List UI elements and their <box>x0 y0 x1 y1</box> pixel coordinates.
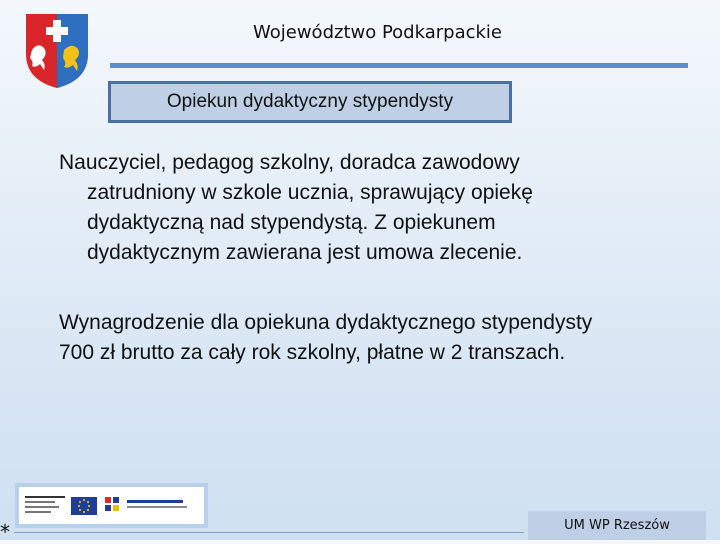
definition-line-1: Nauczyciel, pedagog szkolny, doradca zawodowy <box>59 151 520 174</box>
slide-title: Opiekun dydaktyczny stypendysty <box>166 91 454 112</box>
definition-paragraph <box>59 148 699 268</box>
footer-office-label: UM WP Rzeszów <box>528 511 706 540</box>
remuneration-line-2: 700 zł brutto za cały rok szkolny, płatne w 2 transzach. <box>59 341 566 364</box>
human-capital-logo-lettering <box>127 497 187 515</box>
organization-title: Województwo Podkarpackie <box>253 22 502 43</box>
definition-line-4: dydaktycznym zawierana jest umowa zlecenie. <box>87 241 523 264</box>
definition-line-2: zatrudniony w szkole ucznia, sprawujący opiekę <box>87 181 533 204</box>
human-capital-logo-mark <box>103 495 121 517</box>
eu-logo-lettering <box>25 494 65 518</box>
funding-logos <box>15 483 208 528</box>
remuneration-line-1: Wynagrodzenie dla opiekuna dydaktycznego stypendysty <box>59 311 593 334</box>
remuneration-paragraph <box>59 308 699 368</box>
footer-asterisk: * <box>0 520 10 544</box>
eu-flag-icon <box>71 497 97 515</box>
definition-line-3: dydaktyczną nad stypendystą. Z opiekunem <box>87 211 496 234</box>
header-divider <box>110 63 688 68</box>
slide-title-box <box>108 81 512 123</box>
coat-of-arms-logo <box>22 10 92 90</box>
footer-divider <box>14 532 524 533</box>
